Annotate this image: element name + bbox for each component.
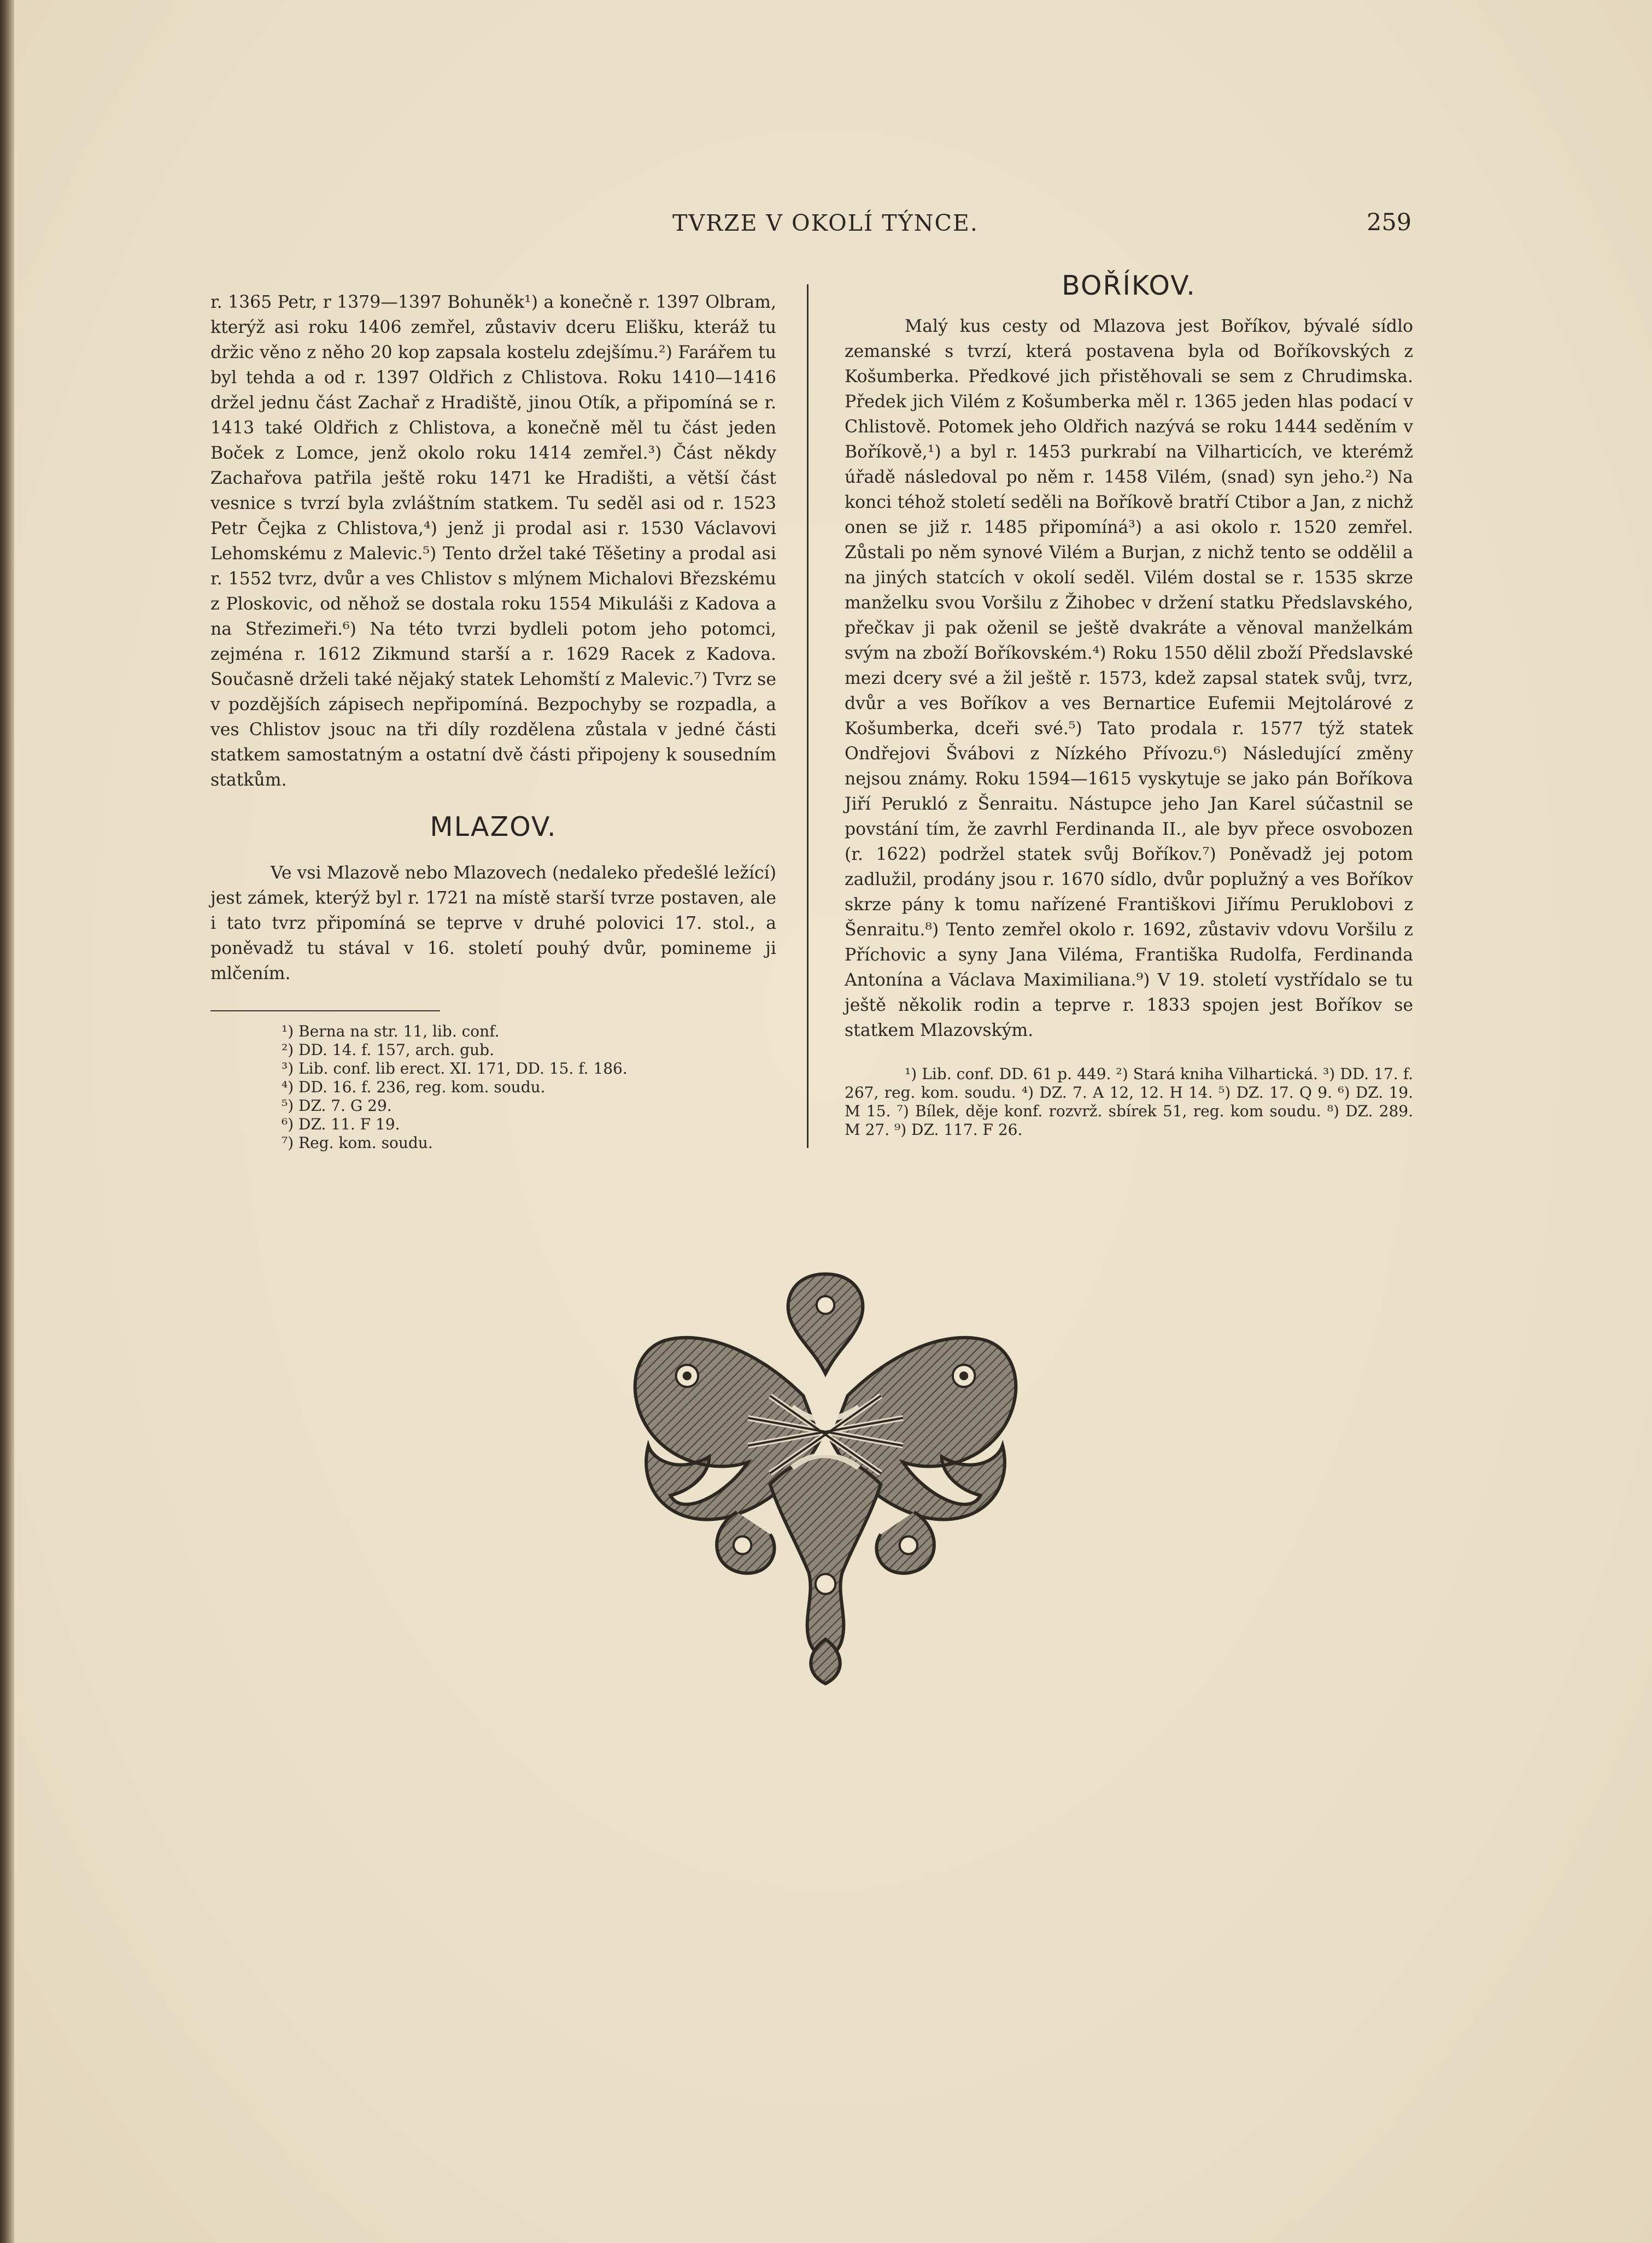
left-footnotes xyxy=(282,1022,776,1152)
section-title-mlazov: MLAZOV. xyxy=(430,811,557,842)
page-binding-edge xyxy=(0,0,14,2243)
intro-paragraph: r. 1365 Petr, r 1379—1397 Bohuněk¹) a konečně r. 1397 Olbram, kterýž asi roku 1406 zemřel, zůstaviv dceru Elišku, kteráž tu držic věno z něho 20 kop zapsala kostelu zdejšímu.²) Farářem tu byl tehda a od r. 1397 Oldřich z Chlistova. Roku 1410—1416 držel jednu část Zachař z Hradiště, jinou Otík, a připomíná se r. 1413 také Oldřich z Chlistova, a konečně měl tu část jeden Boček z Lomce, jenž okolo roku 1414 zemřel.³) Část někdy Zachařova patřila ještě roku 1471 ke Hradišti, a větší část vesnice s tvrzí byla zvláštním statkem. Tu seděl asi od r. 1523 Petr Čejka z Chlistova,⁴) jenž ji prodal asi r. 1530 Václavovi Lehomskému z Malevic.⁵) Tento držel také Těšetiny a prodal asi r. 1552 tvrz, dvůr a ves Chlistov s mlýnem Michalovi Březskému z Ploskovic, od něhož se dostala roku 1554 Mikuláši z Kadova a na Střezimeři.⁶) Na této tvrzi bydleli potom jeho potomci, zejména r. 1612 Zikmund starší a r. 1629 Racek z Kadova. Současně drželi také nějaký statek Lehomští z Malevic.⁷) Tvrz se v pozdějších zápisech nepřipomíná. Bezpochyby se rozpadla, a ves Chlistov jsouc na tři díly rozdělena zůstala v jedné části statkem samostatným a ostatní dvě části připojeny k sousedním statkům. xyxy=(210,292,776,790)
footnote-divider xyxy=(210,1010,440,1011)
footnote: ⁴) DD. 16. f. 236, reg. kom. soudu. xyxy=(282,1078,546,1096)
footnote: ⁷) Reg. kom. soudu. xyxy=(282,1134,433,1152)
mlazov-paragraph: Ve vsi Mlazově nebo Mlazovech (nedaleko předešlé ležící) jest zámek, kterýž byl r. 1721 na místě starší tvrze postaven, ale i tato tvrz připomíná se teprve v druhé polovici 17. stol., a poněvadž tu stával v 16. století pouhý dvůr, pomineme ji mlčením. xyxy=(210,863,776,983)
footnote: ⁵) DZ. 7. G 29. xyxy=(282,1097,392,1115)
left-column xyxy=(210,290,776,1152)
borikov-paragraph: Malý kus cesty od Mlazova jest Boříkov, bývalé sídlo zemanské s tvrzí, která postavena byla od Boříkovských z Košumberka. Předkové jich přistěhovali se sem z Chrudimska. Předek jich Vilém z Košumberka měl r. 1365 jeden hlas podací v Chlistově. Potomek jeho Oldřich nazývá se roku 1444 seděním v Boříkově,¹) a byl r. 1453 purkrabí na Vilharticích, ve kterémž úřadě následoval po něm r. 1458 Vilém, (snad) syn jeho.²) Na konci téhož století seděli na Boříkově bratří Ctibor a Jan, z nichž onen se již r. 1485 připomíná³) a asi okolo r. 1520 zemřel. Zůstali po něm synové Vilém a Burjan, z nichž tento se oddělil a na jiných statcích v okolí seděl. Vilém dostal se r. 1535 skrze manželku svou Voršilu z Žihobec v držení statku Předslavského, přečkav ji pak oženil se ještě dvakráte a věnoval manželkám svým na zboží Boříkovském.⁴) Roku 1550 dělil zboží Předslavské mezi dcery své a žil ještě r. 1573, kdež zapsal statek svůj, tvrz, dvůr a ves Boříkov a ves Bernartice Eufemii Mejtolárové z Košumberka, dceři své.⁵) Tato prodala r. 1577 týž statek Ondřejovi Švábovi z Nízkého Přívozu.⁶) Následující změny nejsou známy. Roku 1594—1615 vyskytuje se jako pán Boříkova Jiří Perukló z Šenraitu. Nástupce jeho Jan Karel súčastnil se povstání tím, že zavrhl Ferdinanda II., ale byv přece osvobozen (r. 1622) podržel statek svůj Boříkov.⁷) Poněvadž jej potom zadlužil, prodány jsou r. 1670 sídlo, dvůr poplužný a ves Boříkov skrze pány k tomu nařízené Františkovi Jiřímu Peruklobovi z Šenraitu.⁸) Tento zemřel okolo r. 1692, zůstaviv vdovu Voršilu z Příchovic a syny Jana Viléma, Františka Rudolfa, Ferdinanda Antonína a Václava Maximiliana.⁹) V 19. století vystřídalo se tu ještě několik rodin a teprve r. 1833 spojen jest Boříkov se statkem Mlazovským. xyxy=(845,317,1413,1040)
footnote: ¹) Berna na str. 11, lib. conf. xyxy=(282,1022,500,1040)
right-footnotes: ¹) Lib. conf. DD. 61 p. 449. ²) Stará kniha Vilhartická. ³) DD. 17. f. 267, reg. kom. soudu. ⁴) DZ. 7. A 12, 12. H 14. ⁵) DZ. 17. Q 9. ⁶) DZ. 19. M 15. ⁷) Bílek, děje konf. rozvrž. sbírek 51, reg. kom soudu. ⁸) DZ. 289. M 27. ⁹) DZ. 117. F 26. xyxy=(845,1065,1413,1139)
right-column xyxy=(845,270,1413,1139)
footnote: ³) Lib. conf. lib erect. XI. 171, DD. 15. f. 186. xyxy=(282,1059,628,1077)
section-title-borikov: BOŘÍKOV. xyxy=(1062,270,1196,301)
page-number: 259 xyxy=(1367,209,1412,236)
column-divider xyxy=(807,284,809,1148)
running-head: TVRZE V OKOLÍ TÝNCE. xyxy=(672,210,979,236)
footnote: ²) DD. 14. f. 157, arch. gub. xyxy=(282,1041,494,1059)
celtic-knot-ornament-icon xyxy=(604,1252,1047,1695)
footnote: ⁶) DZ. 11. F 19. xyxy=(282,1115,400,1133)
